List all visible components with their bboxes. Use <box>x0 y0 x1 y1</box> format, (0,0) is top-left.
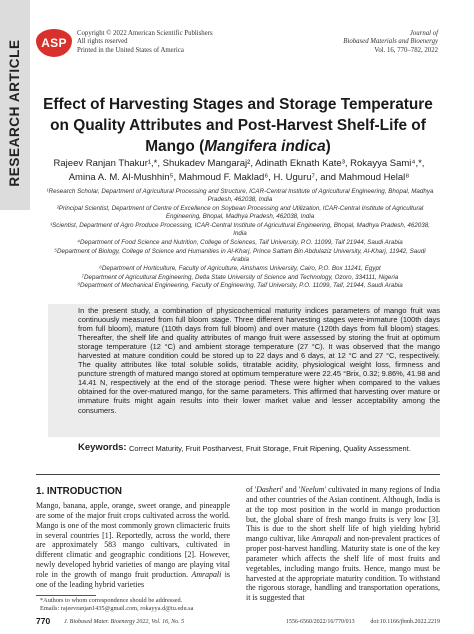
author-list <box>40 157 438 184</box>
affiliation: ¹Research Scholar, Department of Agricultural Processing and Structure, ICAR-Central Institute of Agricultural Engineering, Bhopal, Madhya Pradesh, 462038, India <box>46 188 434 204</box>
author-line: Rajeev Ranjan Thakur¹,*, Shukadev Mangaraj², Adinath Eknath Kate³, Rokayya Sami⁴,*, <box>53 158 425 169</box>
section-divider <box>36 474 440 475</box>
intro-text: ' and ' <box>281 485 301 494</box>
affiliations <box>46 188 434 291</box>
author-line: Amina A. M. Al-Mushhin⁵, Mahmoud F. Maklad⁶, H. Uguru⁷, and Mahmoud Helal⁸ <box>68 171 410 183</box>
article-title <box>36 94 440 157</box>
affiliation: ⁴Department of Food Science and Nutrition, College of Sciences, Taif University, P.O. 11099, Taif 21944, Saudi Arabia <box>77 239 403 246</box>
journal-name: Biobased Materials and Bioenergy <box>343 38 438 46</box>
affiliation: ²Principal Scientist, Department of Centre of Excellence on Soybean Processing and Utilization, ICAR-Central Institute of Agricultural Engineering, Bhopal, Madhya Pradesh, 462038, India <box>56 205 424 221</box>
affiliation: ⁷Department of Agricultural Engineering, Delta State University of Science and Technology, Ozoro, 334111, Nigeria <box>81 273 399 281</box>
title-main: Effect of Harvesting Stages and Storage Temperature on Quality Attributes and Post-Harvest Shelf-Life of Mango ( <box>43 96 433 155</box>
title-close: ) <box>325 138 331 155</box>
abstract: In the present study, a combination of physicochemical maturity indices parameters of mango fruit was continuously measured from full bloom stage. Three different harvesting stages were-immature (100th days from full bloom), mature (110th days from full bloom) and over mature (120th days from full bloom) stages. Thereafter, the shelf life and quality attributes of mango fruit were assessed by storing the fruit at optimum storage temperature (12 °C) and ambient storage temperature (27 °C). It was observed that the mango harvested at mature condition could be stored up to 22 days and 6 days, at 12 °C and 27 °C, respectively. The quality attributes like total soluble solids, titratable acidity, physiological weight loss, firmness and puncture strength of matured mango stored at optimum temperature were 22.45 °Brix, 0.32; 9.86%, 41.98 and 14.41 N, respectively at the end of the storage period. These were higher when compared to the values obtained for the over-matured mango, for the same parameters. This affirmed that harvesting over mature or immature fruits might again results into their lower market value and lesser acceptability among the consumers. <box>78 306 440 415</box>
cultivar-name: Amrapali <box>311 534 342 544</box>
keywords: Correct Maturity, Fruit Postharvest, Fruit Storage, Fruit Ripening, Quality Assessment. <box>129 444 411 453</box>
intro-text: Mango, banana, apple, orange, sweet orange, and pineapple are some of the major fruit crops cultivated across the world. Mango is one of the most commonly grown climacteric fruits in several countries [1]. Reportedly, across the world, there are approximately 583 mango cultivars, cultivated in different climatic and geographic conditions [2]. However, newly developed hybrid varieties of mango are playing vital role in the growth of mango fruit production. <box>36 501 230 579</box>
cultivar-name: Neelum <box>300 485 325 494</box>
affiliation: ⁸Department of Mechanical Engineering, Faculty of Engineering, Taif University, P.O. 11099, Taif, 21944, Saudi Arabia <box>77 282 403 290</box>
intro-column-right <box>246 485 440 603</box>
copyright-line: Printed in the United States of America <box>77 46 184 54</box>
affiliation: ³Scientist, Department of Agro Produce Processing, ICAR-Central Institute of Agricultural Engineering, Bhopal, Madhya Pradesh, 462038, India <box>50 222 430 238</box>
cultivar-name: Amrapali <box>191 569 222 579</box>
copyright-block <box>77 30 213 55</box>
page-number: 770 <box>36 616 51 626</box>
copyright-line: All rights reserved <box>77 38 128 46</box>
intro-text: is one of the leading hybrid varieties <box>36 569 230 589</box>
copyright-line: Copyright © 2022 American Scientific Publishers <box>77 30 213 37</box>
journal-label: Journal of <box>409 30 438 37</box>
publisher-logo: ASP <box>36 29 72 57</box>
issn: 1556-6560/2022/16/770/013 <box>286 619 355 625</box>
title-species: Mangifera indica <box>204 138 326 155</box>
journal-citation: J. Biobased Mater. Bioenergy 2022, Vol. 16, No. 5 <box>64 619 185 625</box>
intro-text: of ' <box>246 485 257 494</box>
footnote-correspondence: *Authors to whom correspondence should be addressed. <box>40 597 183 604</box>
journal-volume: Vol. 16, 770–782, 2022 <box>374 46 438 54</box>
page-footer <box>36 618 440 628</box>
section-heading: 1. INTRODUCTION <box>36 486 122 497</box>
footnotes <box>40 597 193 613</box>
doi: doi:10.1166/jbmb.2022.2219 <box>370 619 440 625</box>
affiliation: ⁵Department of Biology, College of Science and Humanities in Al-Kharj, Prince Sattam Bin Abdulaziz University, Al-Kharj, 11942, Saudi Arabia <box>54 247 426 263</box>
cultivar-name: Dasheri <box>256 485 282 494</box>
intro-text: ' cultivated in many regions of India and other countries of the Asian continent. Although, India is at the top most position in the world in mango production but, the global share of fresh mango fruits is very low [3]. This is due to the short shelf life of high yielding hybrid mango cultivar, like <box>246 485 440 544</box>
footnote-divider <box>36 595 96 596</box>
footnote-emails: Emails: rajeevranjan1435@gmail.com, rokayya.d@tu.edu.sa <box>40 604 194 612</box>
article-type-label: RESEARCH ARTICLE <box>7 39 22 187</box>
keywords-label: Keywords: <box>78 442 127 453</box>
affiliation: ⁶Department of Horticulture, Faculty of Agriculture, Ainshams University, Cairo, P.O. Box 11241, Egypt <box>99 264 381 272</box>
intro-text: and non-prevalent practices of proper post-harvest handling. Maturity state is one of the key parameter which affects the shelf life of most fruits and vegetables, including mango fruits. Hence, mango must be harvested at the appropriate maturity condition. To withstand the rigorous storage, handling and transportation operations, it is suggested that <box>246 534 440 603</box>
journal-info <box>343 30 438 55</box>
intro-column-left <box>36 501 230 590</box>
